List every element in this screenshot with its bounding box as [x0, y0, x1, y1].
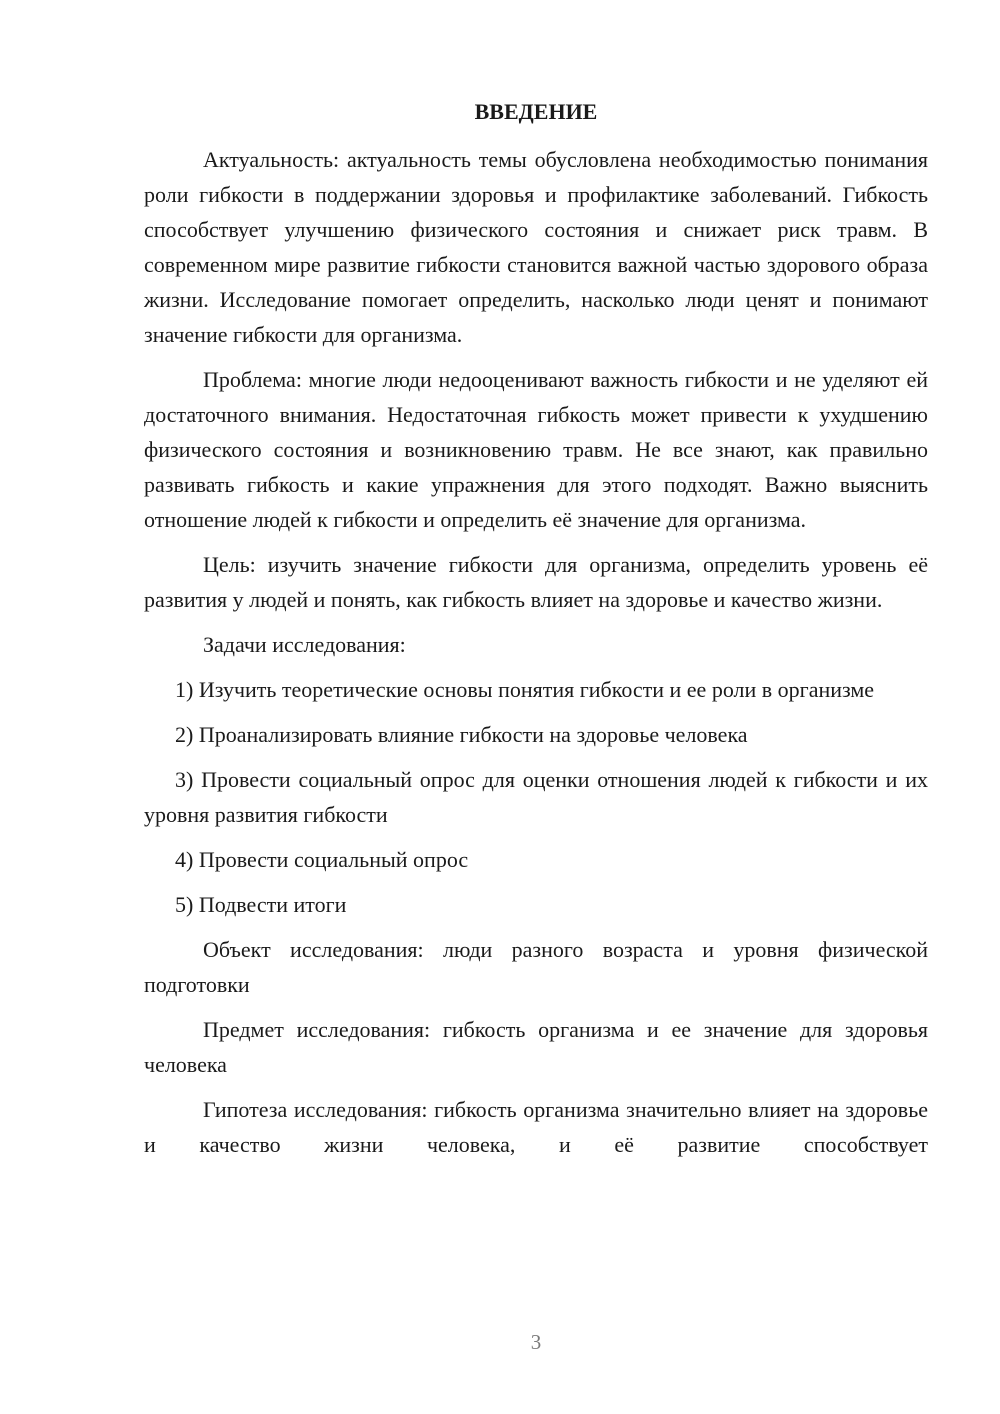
- goal-paragraph: Цель: изучить значение гибкости для организма, определить уровень её развития у людей и понять, как гибкость влияет на здоровье и качество жизни.: [144, 552, 928, 612]
- tasks-title: Задачи исследования:: [203, 632, 406, 657]
- task-item: 2) Проанализировать влияние гибкости на здоровье человека: [175, 722, 748, 747]
- object-paragraph: Объект исследования: люди разного возраста и уровня физической подготовки: [144, 937, 928, 997]
- page-content: [144, 94, 928, 1172]
- hypothesis-paragraph: Гипотеза исследования: гибкость организма значительно влияет на здоровье и качество жизни человека, и её развитие способствует: [144, 1097, 928, 1157]
- task-item: 4) Провести социальный опрос: [175, 847, 469, 872]
- page-number: 3: [530, 1330, 542, 1354]
- task-item: 1) Изучить теоретические основы понятия гибкости и ее роли в организме: [175, 677, 875, 702]
- relevance-paragraph: Актуальность: актуальность темы обусловлена необходимостью понимания роли гибкости в поддержании здоровья и профилактике заболеваний. Гибкость способствует улучшению физического состояния и снижает риск травм. В современном мире развитие гибкости становится важной частью здорового образа жизни. Исследование помогает определить, насколько люди ценят и понимают значение гибкости для организма.: [144, 147, 928, 347]
- subject-paragraph: Предмет исследования: гибкость организма и ее значение для здоровья человека: [144, 1017, 928, 1077]
- problem-paragraph: Проблема: многие люди недооценивают важность гибкости и не уделяют ей достаточного внимания. Недостаточная гибкость может привести к ухудшению физического состояния и возникновению травм. Не все знают, как правильно развивать гибкость и какие упражнения для этого подходят. Важно выяснить отношение людей к гибкости и определить её значение для организма.: [144, 367, 928, 532]
- task-item: 5) Подвести итоги: [175, 892, 347, 917]
- section-heading: ВВЕДЕНИЕ: [474, 99, 598, 124]
- task-item: 3) Провести социальный опрос для оценки отношения людей к гибкости и их уровня развития гибкости: [144, 767, 928, 827]
